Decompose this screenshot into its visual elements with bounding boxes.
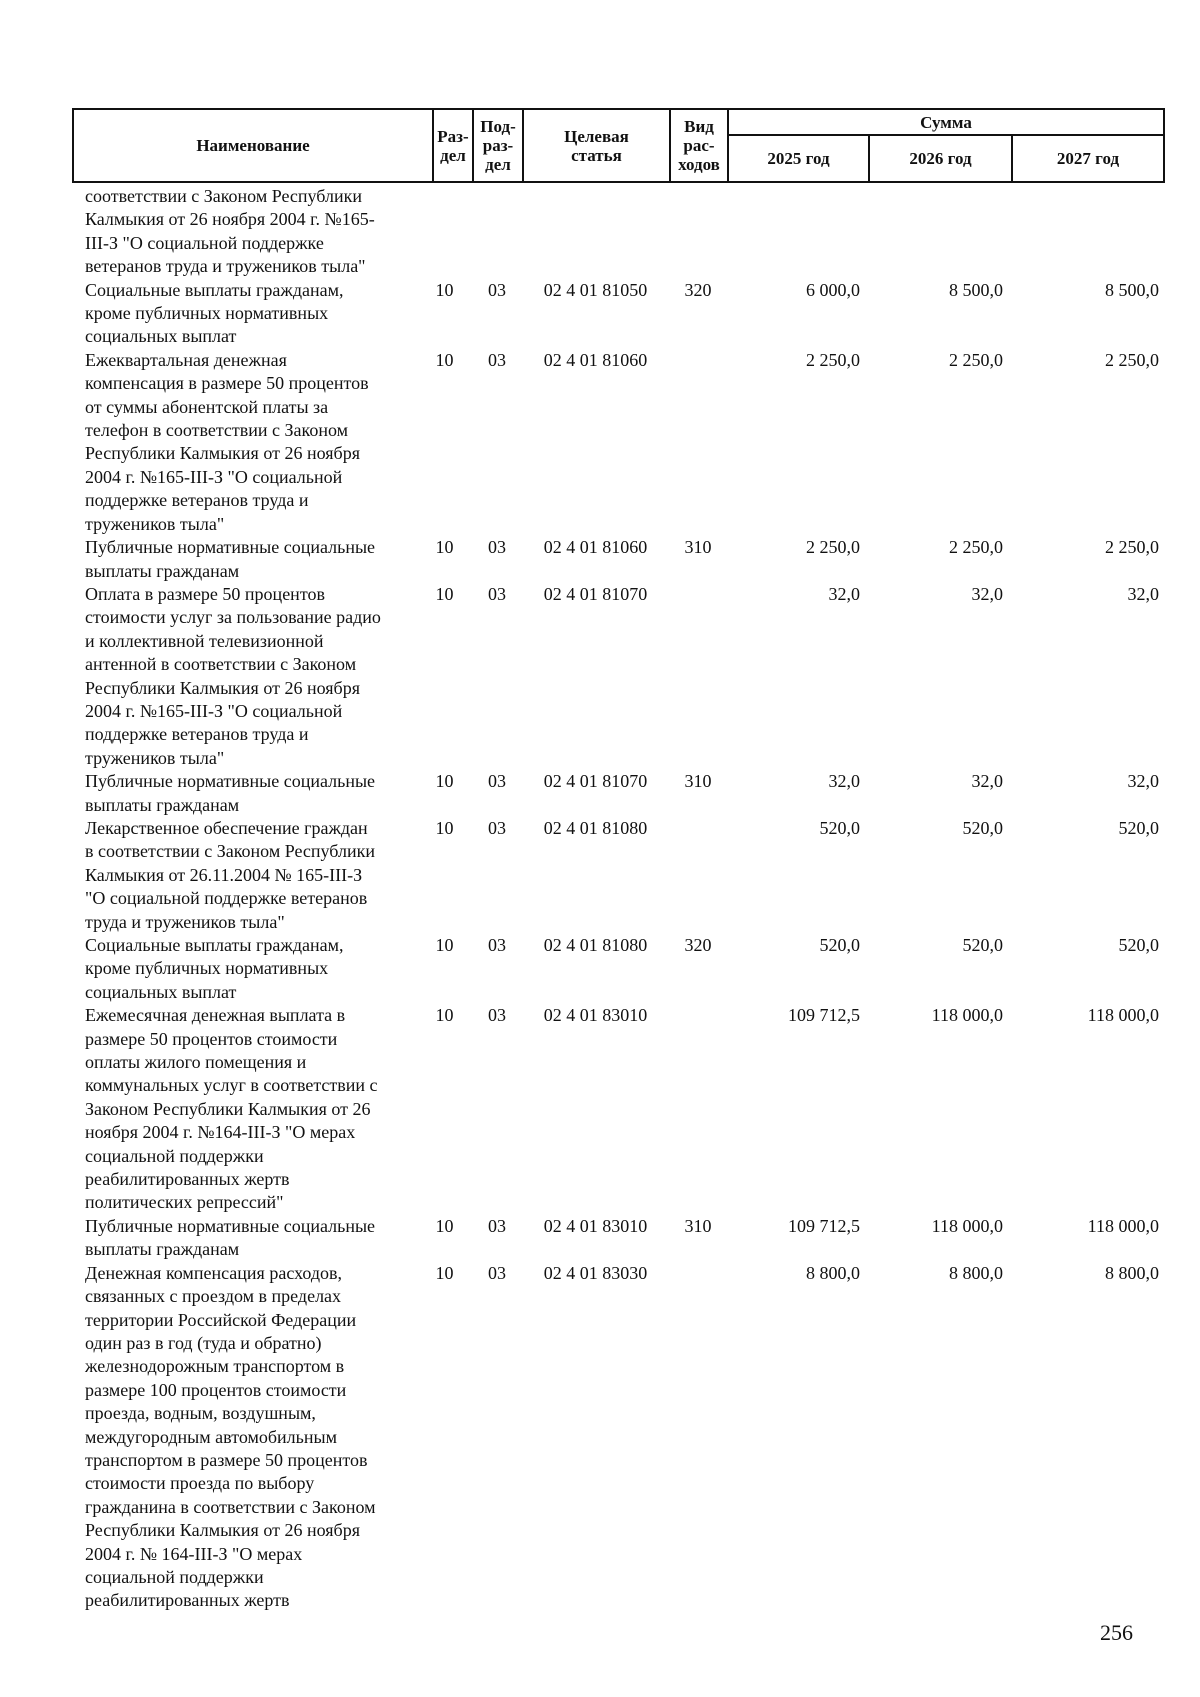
row-podrazdel: 03 (488, 771, 506, 792)
row-name: Ежемесячная денежная выплата в размере 50 процентов стоимости оплаты жилого помещения и коммунальных услуг в соответствии с Законом Республики Калмыкия от 26 ноября 2004 г. №164-III-З "О мерах социальной поддержки реабилитированных жертв политических репрессий" (85, 1005, 378, 1213)
row-podrazdel: 03 (488, 1005, 506, 1026)
row-sum-2027: 8 500,0 (1105, 279, 1159, 300)
row-name: Социальные выплаты гражданам, кроме публичных нормативных социальных выплат (85, 935, 344, 1002)
row-sum-2025: 8 800,0 (806, 1262, 860, 1283)
row-sum-2025: 109 712,5 (788, 1005, 860, 1026)
table-row (72, 349, 1163, 536)
row-target-article: 02 4 01 83030 (543, 1262, 648, 1283)
table-row (72, 279, 1163, 349)
row-target-article: 02 4 01 81070 (543, 583, 648, 604)
row-sum-2027: 520,0 (1118, 817, 1159, 838)
table-row (72, 1004, 1163, 1215)
row-sum-2026: 8 800,0 (949, 1262, 1003, 1283)
table-row (72, 185, 1163, 279)
row-target-article: 02 4 01 83010 (543, 1005, 648, 1026)
row-target-article: 02 4 01 81080 (543, 935, 648, 955)
row-target-article: 02 4 01 81060 (543, 349, 648, 370)
row-sum-2025: 2 250,0 (806, 537, 860, 558)
row-razdel: 10 (435, 817, 454, 838)
row-podrazdel: 03 (488, 583, 506, 604)
row-expense-type (669, 349, 727, 536)
row-sum-2027: 2 250,0 (1105, 537, 1159, 558)
row-razdel: 10 (435, 1005, 454, 1026)
row-sum-2025: 520,0 (819, 935, 860, 955)
row-razdel: 10 (435, 1215, 454, 1236)
row-target-article: 02 4 01 81080 (543, 817, 648, 838)
row-expense-type: 310 (684, 1215, 712, 1236)
row-target-article: 02 4 01 81070 (543, 771, 648, 792)
row-sum-2026: 32,0 (971, 771, 1003, 792)
row-sum-2025: 6 000,0 (806, 279, 860, 300)
row-sum-2026: 2 250,0 (949, 537, 1003, 558)
row-razdel: 10 (435, 771, 454, 792)
row-expense-type (669, 817, 727, 934)
row-razdel: 10 (435, 935, 454, 955)
table-row (72, 934, 1163, 1004)
table-row (72, 770, 1163, 817)
row-razdel: 10 (435, 1262, 454, 1283)
row-podrazdel (472, 185, 522, 279)
row-name: Лекарственное обеспечение граждан в соответствии с Законом Республики Калмыкия от 26.11.2004 № 165-III-З "О социальной поддержке ветеранов труда и тружеников тыла" (85, 817, 376, 932)
row-name: соответствии с Законом Республики Калмыкия от 26 ноября 2004 г. №165- III-З "О социальной поддержке ветеранов труда и тружеников тыла" (85, 186, 375, 277)
row-sum-2027: 32,0 (1127, 583, 1159, 604)
page-number: 256 (1100, 1620, 1133, 1645)
row-podrazdel: 03 (488, 1262, 506, 1283)
row-razdel: 10 (435, 583, 454, 604)
table-row (72, 1215, 1163, 1262)
header-summa: Сумма (728, 109, 1164, 135)
row-expense-type (669, 185, 727, 279)
row-target-article: 02 4 01 83010 (543, 1215, 648, 1236)
row-sum-2025: 32,0 (828, 771, 860, 792)
row-expense-type: 310 (684, 771, 712, 792)
row-sum-2027: 118 000,0 (1087, 1215, 1159, 1236)
table-body (72, 185, 1163, 1613)
row-sum-2026: 8 500,0 (949, 279, 1003, 300)
header-year-2027: 2027 год (1012, 135, 1164, 182)
row-sum-2027: 520,0 (1118, 935, 1159, 955)
row-sum-2026: 32,0 (971, 583, 1003, 604)
row-name: Оплата в размере 50 процентов стоимости услуг за пользование радио и коллективной телевизионной антенной в соответствии с Законом Республики Калмыкия от 26 ноября 2004 г. №165-III-З "О социальной поддержке ветеранов труда и тружеников тыла" (85, 583, 381, 768)
row-sum-2026: 520,0 (962, 817, 1003, 838)
row-podrazdel: 03 (488, 817, 506, 838)
header-razdel: Раз- дел (433, 109, 473, 182)
row-sum-2026 (868, 185, 1011, 279)
row-sum-2025 (727, 185, 868, 279)
row-podrazdel: 03 (488, 1215, 506, 1236)
table-row (72, 583, 1163, 770)
header-podrazdel: Под- раз- дел (473, 109, 523, 182)
row-razdel: 10 (435, 349, 454, 370)
row-sum-2025: 520,0 (819, 817, 860, 838)
row-sum-2027 (1011, 185, 1163, 279)
row-target-article (522, 185, 669, 279)
row-sum-2027: 32,0 (1127, 771, 1159, 792)
row-name: Социальные выплаты гражданам, кроме публичных нормативных социальных выплат (85, 279, 344, 347)
row-sum-2025: 32,0 (828, 583, 860, 604)
header-year-2026: 2026 год (869, 135, 1012, 182)
row-razdel: 10 (435, 537, 454, 558)
row-podrazdel: 03 (488, 537, 506, 558)
row-sum-2025: 109 712,5 (788, 1215, 860, 1236)
row-sum-2026: 118 000,0 (931, 1005, 1003, 1026)
row-razdel (417, 185, 472, 279)
row-expense-type: 310 (684, 537, 712, 558)
row-target-article: 02 4 01 81060 (543, 537, 648, 558)
row-razdel: 10 (435, 279, 454, 300)
table-row (72, 1262, 1163, 1613)
row-name: Денежная компенсация расходов, связанных с проездом в пределах территории Российской Федерации один раз в год (туда и обратно) железнодорожным транспортом в размере 100 процентов стоимости проезда, водным, воздушным, междугородным автомобильным транспортом в размере 50 процентов стоимости проезда по выбору гражданина в соответствии с Законом Республики Калмыкия от 26 ноября 2004 г. № 164-III-З "О мерах социальной поддержки реабилитированных жертв (85, 1262, 376, 1611)
row-name: Публичные нормативные социальные выплаты гражданам (85, 1215, 376, 1260)
row-sum-2027: 118 000,0 (1087, 1005, 1159, 1026)
header-target-article: Целевая статья (523, 109, 670, 182)
row-podrazdel: 03 (488, 349, 506, 370)
row-sum-2026: 2 250,0 (949, 349, 1003, 370)
row-expense-type (669, 1004, 727, 1215)
row-sum-2025: 2 250,0 (806, 349, 860, 370)
header-expense-type: Вид рас- ходов (670, 109, 728, 182)
header-year-2025: 2025 год (728, 135, 869, 182)
table-header (72, 108, 1165, 183)
row-name: Ежеквартальная денежная компенсация в размере 50 процентов от суммы абонентской платы за телефон в соответствии с Законом Республики Калмыкия от 26 ноября 2004 г. №165-III-З "О социальной поддержке ветеранов труда и тружеников тыла" (85, 349, 369, 534)
row-expense-type: 320 (684, 279, 712, 300)
row-podrazdel: 03 (488, 935, 506, 955)
row-expense-type (669, 1262, 727, 1613)
table-row (72, 817, 1163, 934)
row-expense-type: 320 (684, 935, 712, 955)
row-expense-type (669, 583, 727, 770)
row-target-article: 02 4 01 81050 (543, 279, 648, 300)
row-name: Публичные нормативные социальные выплаты гражданам (85, 771, 376, 815)
header-name: Наименование (73, 109, 433, 182)
table-row (72, 536, 1163, 583)
row-sum-2026: 118 000,0 (931, 1215, 1003, 1236)
row-name: Публичные нормативные социальные выплаты гражданам (85, 537, 376, 581)
row-podrazdel: 03 (488, 279, 506, 300)
row-sum-2026: 520,0 (962, 935, 1003, 955)
row-sum-2027: 8 800,0 (1105, 1262, 1159, 1283)
row-sum-2027: 2 250,0 (1105, 349, 1159, 370)
